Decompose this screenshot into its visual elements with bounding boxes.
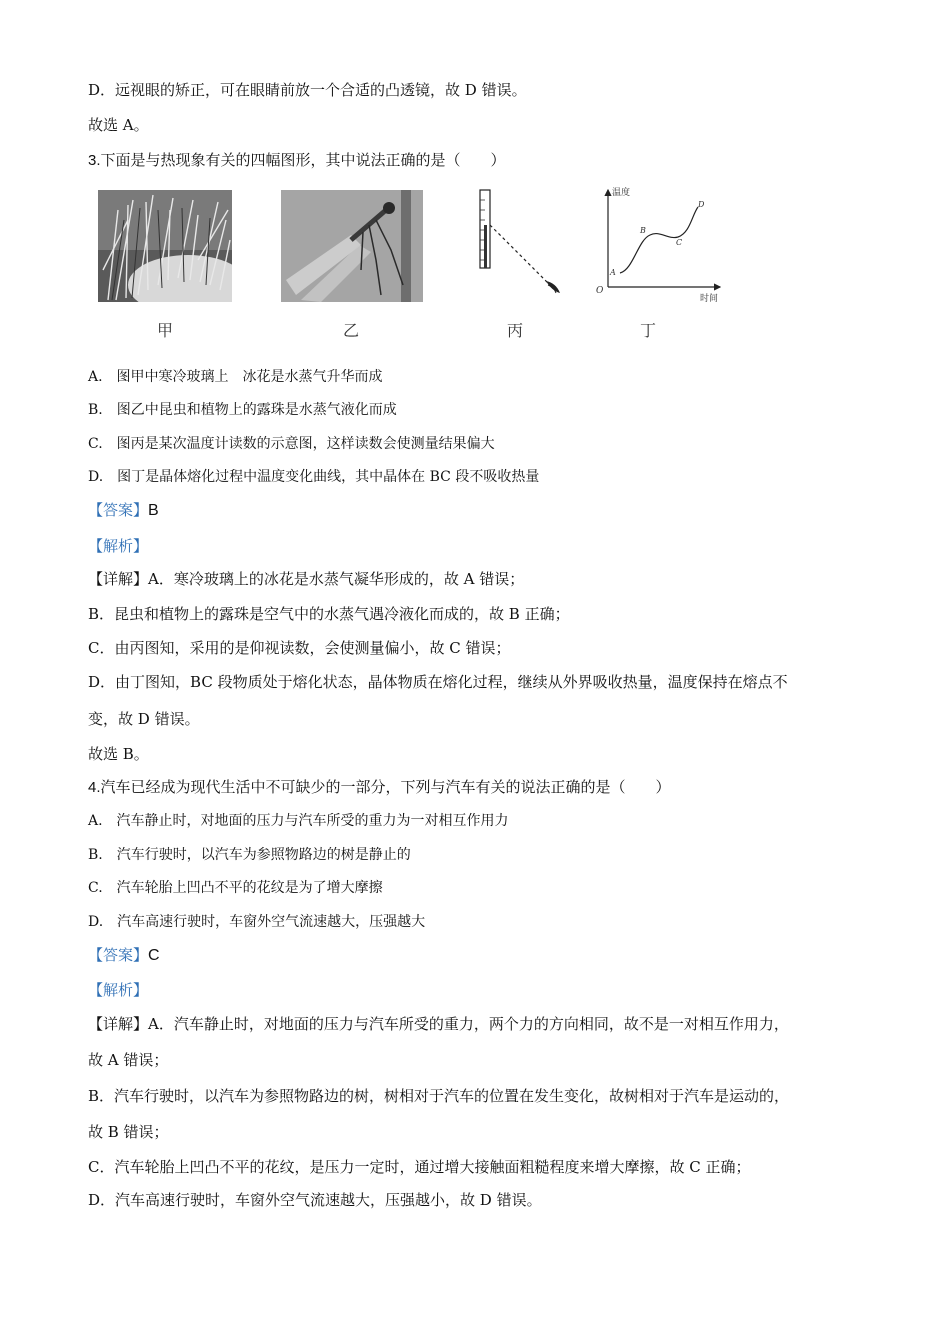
caption-jia: 甲 xyxy=(156,321,173,340)
q4-detail-a-line1 xyxy=(88,1014,789,1034)
q4-answer-value: C xyxy=(148,947,160,964)
graph-point-c: C xyxy=(676,238,683,247)
q3-answer-value: B xyxy=(148,502,159,519)
q4-number: 4. xyxy=(88,779,101,796)
q4-option-d: D. 汽车高速行驶时，车窗外空气流速越大，压强越大 xyxy=(88,914,426,930)
frost-photo xyxy=(98,190,232,302)
graph-ylabel: 温度 xyxy=(612,188,631,198)
q4-detail-b-line2: 故 B 错误； xyxy=(88,1123,169,1141)
q4-detail-c: C．汽车轮胎上凹凸不平的花纹，是压力一定时，通过增大接触面粗糙程度来增大摩擦，故 C 正确； xyxy=(88,1158,751,1176)
q4-stem xyxy=(88,777,671,798)
thermometer-figure xyxy=(468,185,568,305)
q3-detail-tag: 【详解】 xyxy=(88,570,149,588)
q3-detail-d-line1: D．由丁图知，BC 段物质处于熔化状态，晶体物质在熔化过程，继续从外界吸收热量，温度保持在熔点不 xyxy=(88,673,788,691)
q4-answer-tag: 【答案】 xyxy=(88,946,149,964)
graph-xlabel: 时间 xyxy=(700,294,719,304)
q4-detail-tag: 【详解】 xyxy=(88,1015,149,1033)
q3-detail-d-line2: 变，故 D 错误。 xyxy=(88,710,200,728)
temperature-time-graph xyxy=(588,185,728,305)
caption-yi: 乙 xyxy=(342,321,359,340)
q3-option-d: D. 图丁是晶体熔化过程中温度变化曲线，其中晶体在 BC 段不吸收热量 xyxy=(88,469,540,485)
graph-point-d: D xyxy=(698,200,705,209)
q4-option-b: B. 汽车行驶时，以汽车为参照物路边的树是静止的 xyxy=(88,847,411,863)
prev-choose: 故选 A。 xyxy=(88,116,149,134)
q4-stem-text: 汽车已经成为现代生活中不可缺少的一部分，下列与汽车有关的说法正确的是（ ） xyxy=(100,778,671,796)
q4-detail-b-line1: B．汽车行驶时，以汽车为参照物路边的树，树相对于汽车的位置在发生变化，故树相对于汽车是运动的， xyxy=(88,1087,790,1105)
q4-option-a: A. 汽车静止时，对地面的压力与汽车所受的重力为一对相互作用力 xyxy=(88,813,509,829)
q3-figures xyxy=(88,185,728,345)
graph-point-b: B xyxy=(640,226,646,235)
q3-option-c: C. 图丙是某次温度计读数的示意图，这样读数会使测量结果偏大 xyxy=(88,436,495,452)
graph-origin: O xyxy=(596,286,604,296)
q3-option-a: A. 图甲中寒冷玻璃上 冰花是水蒸气升华而成 xyxy=(88,369,383,385)
q3-detail-a-text: A．寒冷玻璃上的冰花是水蒸气凝华形成的，故 A 错误； xyxy=(148,570,525,588)
q3-stem-text: 下面是与热现象有关的四幅图形，其中说法正确的是（ ） xyxy=(100,151,506,169)
q4-detail-d: D．汽车高速行驶时，车窗外空气流速越大，压强越小，故 D 错误。 xyxy=(88,1191,542,1209)
q4-detail-a-text: A．汽车静止时，对地面的压力与汽车所受的重力，两个力的方向相同，故不是一对相互作用力， xyxy=(148,1015,789,1033)
q3-detail-b: B．昆虫和植物上的露珠是空气中的水蒸气遇冷液化而成的，故 B 正确； xyxy=(88,605,570,623)
q4-analysis-tag: 【解析】 xyxy=(88,981,149,999)
caption-ding: 丁 xyxy=(639,321,656,340)
q3-stem xyxy=(88,150,506,171)
q3-analysis-tag: 【解析】 xyxy=(88,537,149,555)
q3-detail-c: C．由丙图知，采用的是仰视读数，会使测量偏小，故 C 错误； xyxy=(88,639,511,657)
dragonfly-photo xyxy=(281,190,423,302)
q3-choose: 故选 B。 xyxy=(88,745,149,763)
graph-point-a: A xyxy=(610,268,616,277)
prev-option-d-explanation: D．远视眼的矫正，可在眼睛前放一个合适的凸透镜，故 D 错误。 xyxy=(88,81,527,99)
caption-bing: 丙 xyxy=(506,321,523,340)
q3-detail-a xyxy=(88,569,524,589)
melting-curve xyxy=(620,207,698,273)
q4-option-c: C. 汽车轮胎上凹凸不平的花纹是为了增大摩擦 xyxy=(88,880,383,896)
q4-answer xyxy=(88,945,160,966)
q3-option-b: B. 图乙中昆虫和植物上的露珠是水蒸气液化而成 xyxy=(88,402,397,418)
q4-detail-a-line2: 故 A 错误； xyxy=(88,1051,169,1069)
q3-answer xyxy=(88,500,159,521)
q3-number: 3. xyxy=(88,152,101,169)
q3-answer-tag: 【答案】 xyxy=(88,501,149,519)
